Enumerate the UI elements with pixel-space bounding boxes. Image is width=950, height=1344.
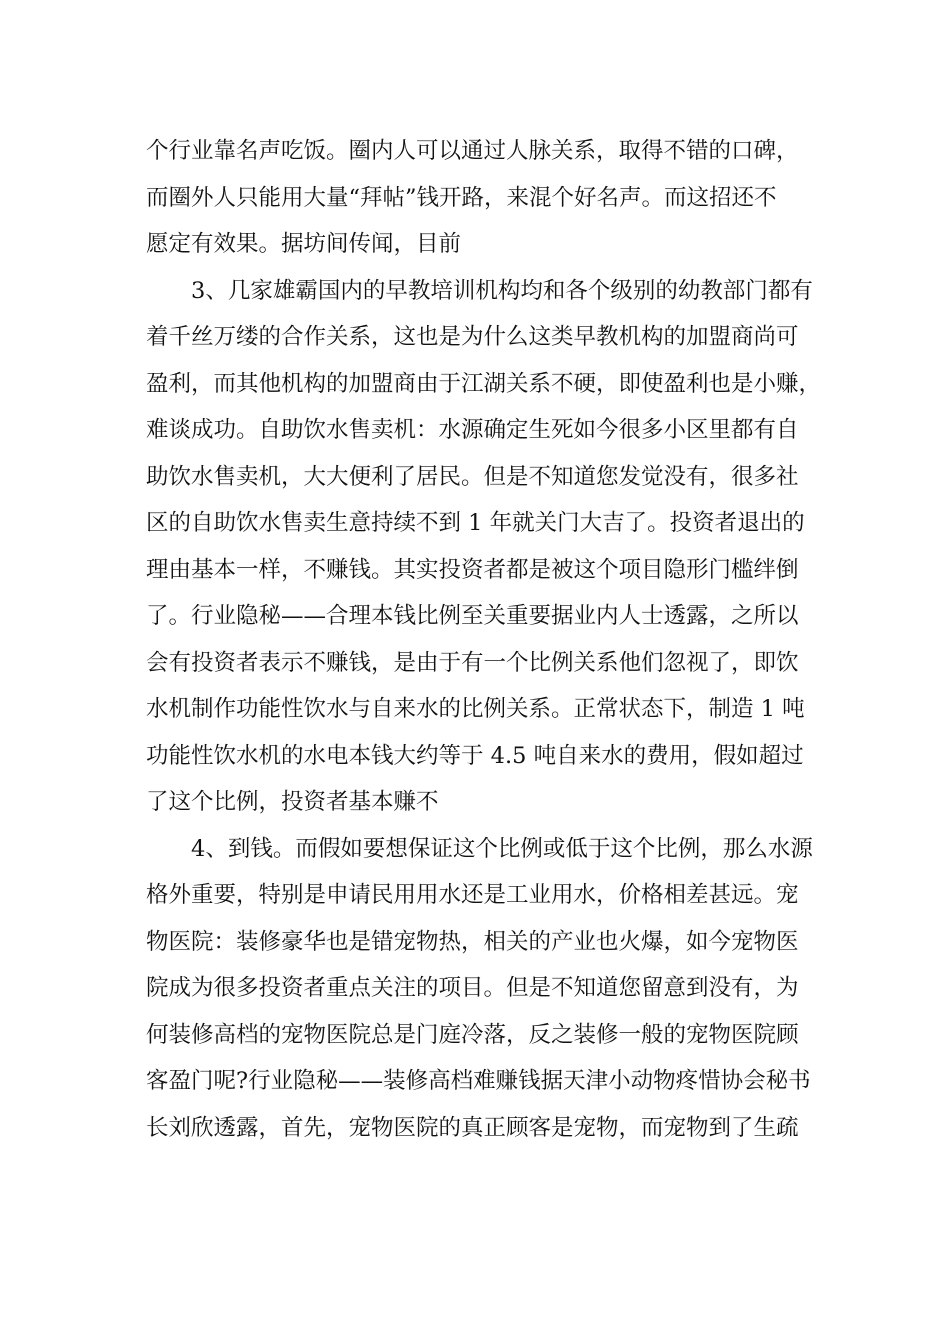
text-line: 长刘欣透露，首先，宠物医院的真正顾客是宠物，而宠物到了生疏 <box>146 1114 799 1141</box>
text-line: 而圈外人只能用大量“拜帖”钱开路，来混个好名声。而这招还不 <box>146 184 777 211</box>
text-line: 格外重要，特别是申请民用用水还是工业用水，价格相差甚远。宠 <box>146 882 799 908</box>
body-text <box>146 128 826 1151</box>
text-line: 客盈门呢?行业隐秘——装修高档难赚钱据天津小动物疼惜协会秘书 <box>146 1068 811 1094</box>
text-line: 功能性饮水机的水电本钱大约等于 4.5 吨自来水的费用，假如超过 <box>146 742 804 769</box>
text-line: 区的自助饮水售卖生意持续不到 1 年就关门大吉了。投资者退出的 <box>146 510 805 536</box>
text-line: 难谈成功。自助饮水售卖机：水源确定生死如今很多小区里都有自 <box>146 417 799 443</box>
text-line: 物医院：装修豪华也是错宠物热，相关的产业也火爆，如今宠物医 <box>146 928 799 955</box>
text-line: 会有投资者表示不赚钱，是由于有一个比例关系他们忽视了，即饮 <box>146 649 799 676</box>
text-line: 助饮水售卖机，大大便利了居民。但是不知道您发觉没有，很多社 <box>146 463 799 490</box>
text-line: 水机制作功能性饮水与自来水的比例关系。正常状态下，制造 1 吨 <box>146 696 805 722</box>
text-line: 院成为很多投资者重点关注的项目。但是不知道您留意到没有，为 <box>146 975 799 1001</box>
text-line: 理由基本一样，不赚钱。其实投资者都是被这个项目隐形门槛绊倒 <box>146 556 799 583</box>
text-line: 盈利，而其他机构的加盟商由于江湖关系不硬，即使盈利也是小赚， <box>146 370 822 397</box>
paragraph-first-line: 4、到钱。而假如要想保证这个比例或低于这个比例，那么水源 <box>191 835 813 862</box>
text-line: 了这个比例，投资者基本赚不 <box>146 789 439 815</box>
text-line: 着千丝万缕的合作关系，这也是为什么这类早教机构的加盟商尚可 <box>146 324 799 350</box>
paragraph-first-line: 3、几家雄霸国内的早教培训机构均和各个级别的幼教部门都有 <box>191 277 813 304</box>
text-line: 了。行业隐秘——合理本钱比例至关重要据业内人士透露，之所以 <box>146 603 799 629</box>
text-line: 个行业靠名声吃饭。圈内人可以通过人脉关系，取得不错的口碑， <box>146 138 799 164</box>
text-line: 何装修高档的宠物医院总是门庭冷落，反之装修一般的宠物医院顾 <box>146 1021 799 1048</box>
text-line: 愿定有效果。据坊间传闻，目前 <box>146 231 462 257</box>
